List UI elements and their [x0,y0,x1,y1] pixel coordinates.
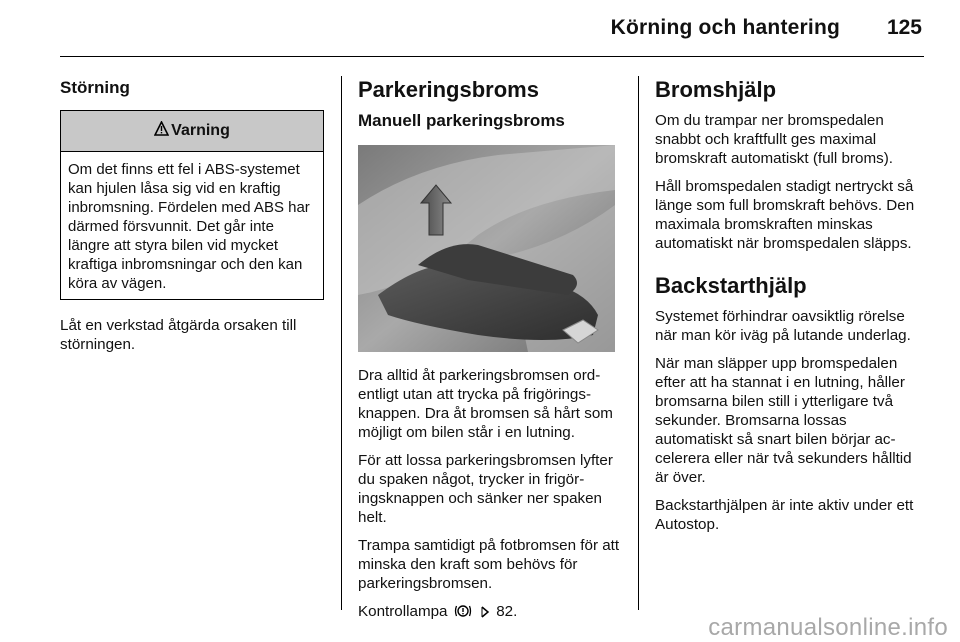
header-divider [60,56,924,57]
column-divider-1 [341,76,342,610]
section-heading-backstarthjalp: Backstarthjälp [655,273,807,298]
paragraph-indicator-lamp [358,602,624,624]
paragraph-release-handbrake: För att lossa parkeringsbromsen lyfter du spaken något, trycker in frigöringsknappen och sänker ner spaken helt. [358,452,613,526]
paragraph-hill-start-2: När man släpper upp bromspedalen efter att ha stannat i en lutning, håller bromsarna bilen still i ytterligare två sekunder. Bromsarna lossas automatiskt så snart bilen börjar accelerera eller när två sekunders hålltid är över. [655,355,912,486]
section-heading-parkeringsbroms: Parkeringsbroms [358,77,539,102]
brake-warning-lamp-icon [454,603,472,624]
paragraph-hill-start-1: Systemet förhindrar oavsiktlig rörelse när man kör iväg på lutande underlag. [655,308,911,344]
paragraph-brake-assist-2: Håll bromspedalen stadigt nertryckt så länge som full bromskraft behövs. Den maximala bromskraften minskas automatiskt när bromspedalen släpps. [655,178,915,252]
section-heading-bromshjalp: Bromshjälp [655,77,777,102]
paragraph-brake-assist-1: Om du trampar ner bromspedalen snabbt och kraftfullt ges maximal bromskraft automatiskt (full broms). [655,112,893,167]
chapter-title: Körning och hantering [610,16,840,39]
paragraph-hill-start-3: Backstarthjälpen är inte aktiv under ett Autostop. [655,497,914,533]
lamp-prefix: Kontrollampa [358,603,448,620]
page-number: 125 [886,16,922,39]
section-heading-storning: Störning [60,78,130,97]
watermark-link[interactable]: carmanualsonline.info [708,614,948,641]
column-divider-2 [638,76,639,610]
paragraph-pull-handbrake: Dra alltid åt parkeringsbromsen ordentligt utan att trycka på frigöringsknappen. Dra åt bromsen så hårt som möjligt om bilen står i en lutning. [358,367,613,441]
warning-header [61,111,323,152]
warning-body [61,152,323,299]
paragraph-after-warning: Låt en verkstad åtgärda orsaken till störningen. [60,317,297,353]
subheading-manuell-parkeringsbroms: Manuell parkeringsbroms [358,111,565,130]
warning-box [60,110,324,300]
paragraph-footbrake: Trampa samtidigt på fotbromsen för att minska den kraft som behövs för parkeringsbromsen. [358,537,620,592]
handbrake-photo [358,145,615,352]
column-1 [60,70,324,363]
warning-triangle-icon [154,121,169,141]
warning-text: Om det finns ett fel i ABS-systemet kan hjulen låsa sig vid en kraftig inbromsning. Fördelen med ABS har därmed försvunnit. Det går inte längre att styra bilen vid mycket kraftiga inbromsningar och den kan köra av vägen. [68,161,310,292]
page-reference-icon [480,605,490,624]
column-2 [358,70,624,633]
warning-label: Varning [171,122,230,139]
lamp-page-ref: 82. [496,603,518,620]
column-3 [655,70,923,543]
